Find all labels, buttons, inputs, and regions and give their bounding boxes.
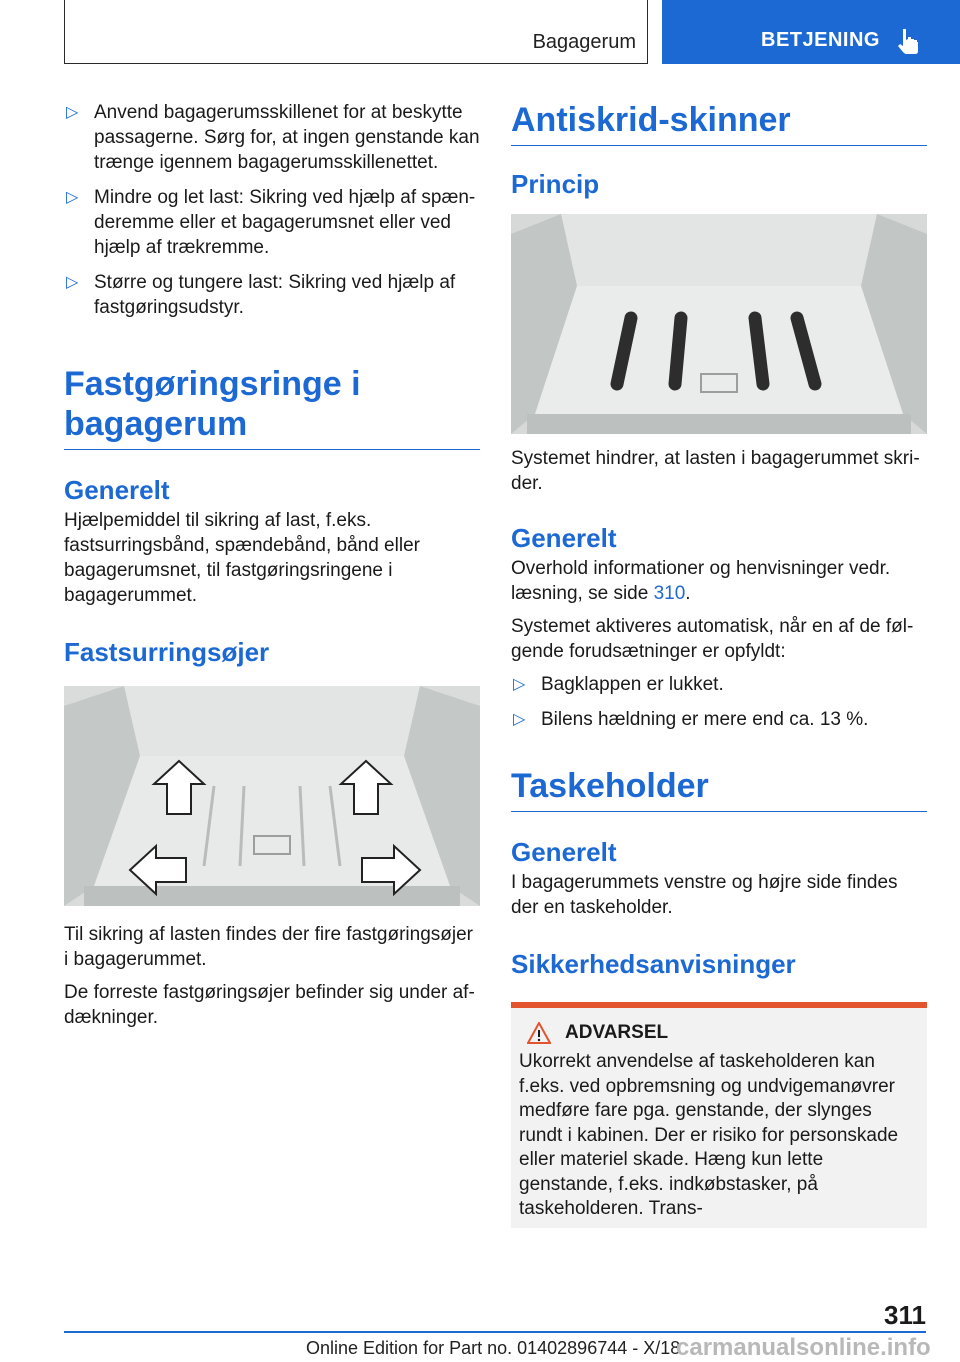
list-item: ▷ Bilens hældning er mere end ca. 13 %. bbox=[513, 709, 869, 730]
heading-princip: Princip bbox=[511, 169, 600, 199]
heading-sikkerhedsanvisninger: Sikkerhedsanvisninger bbox=[511, 949, 796, 979]
anti-slip-rails-figure bbox=[511, 214, 927, 434]
heading-generelt-taske: Generelt bbox=[511, 837, 617, 867]
triangle-bullet-icon: ▷ bbox=[66, 104, 79, 121]
paragraph-princip: Systemet hindrer, at lasten i bagagerummet skrider. bbox=[511, 448, 920, 494]
chapter-tab-label: BETJENING bbox=[761, 29, 880, 51]
list-item: ▷ Anvend bagagerumsskillenet for at beskytte passagerne. Sørg for, at ingen genstande kan trænge igennem bagagerumsskillenettet. bbox=[66, 102, 480, 173]
heading-fastgoringsringe: Fastgøringsringe i bagagerum bbox=[64, 364, 480, 450]
paragraph-fig2: De forreste fastgøringsøjer befinder sig under afdækninger. bbox=[64, 982, 475, 1028]
triangle-bullet-icon: ▷ bbox=[66, 189, 79, 206]
paragraph-taske: I bagagerummets venstre og højre side findes der en taskeholder. bbox=[511, 872, 898, 918]
heading-generelt-right: Generelt bbox=[511, 523, 617, 553]
footer-edition: Online Edition for Part no. 01402896744 - X/18 bbox=[306, 1338, 681, 1358]
footer-rule bbox=[64, 1331, 926, 1333]
triangle-bullet-icon: ▷ bbox=[66, 274, 79, 291]
right-column bbox=[511, 100, 927, 1228]
triangle-bullet-icon: ▷ bbox=[513, 711, 526, 728]
list-item: ▷ Mindre og let last: Sikring ved hjælp af spænderemme eller et bagagerumsnet eller ved hjælp af trækremme. bbox=[66, 187, 476, 258]
heading-antiskrid: Antiskrid-skinner bbox=[511, 100, 927, 146]
triangle-bullet-icon: ▷ bbox=[513, 676, 526, 693]
paragraph-aktiveres: Systemet aktiveres automatisk, når en af de følgende forudsætninger er opfyldt: bbox=[511, 616, 914, 662]
warning-triangle-icon bbox=[527, 1022, 551, 1044]
warning-label: ADVARSEL bbox=[565, 1022, 669, 1043]
pointing-hand-icon bbox=[894, 26, 924, 56]
left-bullet-list bbox=[64, 100, 480, 320]
heading-fastsurringsojer: Fastsurringsøjer bbox=[64, 637, 270, 667]
list-item: ▷ Større og tungere last: Sikring ved hjælp af fastgøringsudstyr. bbox=[66, 272, 456, 318]
list-item: ▷ Bagklappen er lukket. bbox=[513, 674, 724, 695]
warning-text: Ukorrekt anvendelse af taskeholderen kan f.eks. ved opbremsning og undvigemanøvrer medføre fare pga. genstande, der slynges rundt i kabinen. Der er risiko for personskade eller materiel skade. Hæng kun lette genstande, f.eks. indkøbstasker, på taskeholderen. Trans- bbox=[519, 1051, 899, 1219]
right-bullet-list bbox=[511, 672, 927, 732]
paragraph-fig1: Til sikring af lasten findes der fire fastgøringsøjer i bagagerummet. bbox=[64, 924, 474, 970]
chapter-tab[interactable] bbox=[662, 0, 960, 64]
watermark: carmanualsonline.info bbox=[676, 1334, 931, 1361]
heading-taskeholder: Taskeholder bbox=[511, 766, 927, 812]
page-number: 311 bbox=[884, 1300, 926, 1330]
trunk-anchor-figure bbox=[64, 686, 480, 906]
paragraph-generelt: Hjælpemiddel til sikring af last, f.eks. fastsurringsbånd, spændebånd, bånd eller bagagerumsnet, til fastgøringsringene i bagagerummet. bbox=[64, 510, 420, 606]
warning-box bbox=[511, 1002, 927, 1228]
heading-generelt: Generelt bbox=[64, 475, 170, 505]
warning-header bbox=[527, 1022, 919, 1044]
paragraph-generelt-right: Overhold informationer og henvisninger vedr. læsning, se side 310. bbox=[511, 558, 891, 604]
section-title: Bagagerum bbox=[532, 31, 636, 53]
page-link-310[interactable]: 310 bbox=[653, 583, 686, 604]
left-column bbox=[64, 100, 480, 1030]
header-frame bbox=[64, 0, 648, 64]
